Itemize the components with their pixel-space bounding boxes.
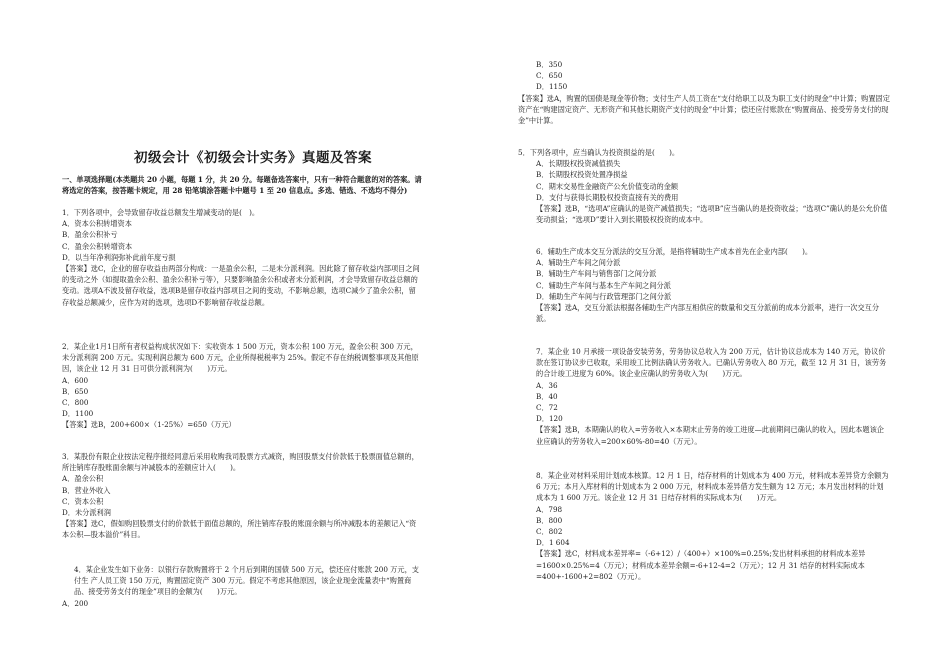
option: B．40	[536, 391, 558, 401]
question-7	[518, 346, 890, 447]
doc-title: 初级会计《初级会计实务》真题及答案	[134, 150, 372, 166]
answer: 【答案】选B，200+600×（1-25%）=650（万元）	[62, 420, 236, 430]
option: B．长期股权投资处置净损益	[536, 170, 628, 180]
answer: 【答案】选C，企业的留存收益由两部分构成：一是盈余公积，二是未分派利润。因此除了留存收益内部项目之间的变动之外（如提取盈余公积、盈余公积补亏等），只要影响盈余公积或者未分派利润，才会导致留存收益总额的变动。选项A不波及留存收益，选项B是留存收益内部项目之间的变动，不影响总额，选项C减少了盈余公积，留存收益总额减少，应作为对的选项，选项D不影响留存收益总额。	[62, 264, 420, 307]
option: C．802	[536, 527, 563, 537]
option: A．辅助生产车间之间分派	[536, 258, 621, 268]
option: B．辅助生产车间与销售部门之间分派	[536, 269, 657, 279]
option: B．350	[536, 60, 563, 69]
option: C．资本公积	[62, 496, 104, 506]
option: D．1100	[62, 409, 94, 419]
question-stem: 8．某企业对材料采用计划成本核算。12 月 1 日，结存材料的计划成本为 400 万元，材料成本差异贷方余额为 6 万元；本月入库材料的计划成本为 2 000 万元，材料成本差异借方发生额为 12 万元；本月发出材料的计划成本为 1 600 万元。该企业 12 月 31 日结存材料的实际成本为( )万元。	[536, 471, 889, 503]
option: A．盈余公积	[62, 474, 104, 484]
option: A．资本公积转增资本	[62, 219, 132, 229]
option: B．650	[62, 386, 89, 396]
answer: 【答案】选C，假如购回股票支付的价款低于面值总额的，所注销库存股的账面余额与所冲减股本的差额记入“资本公积—股本溢价”科目。	[62, 519, 417, 540]
option: C．72	[536, 403, 558, 413]
answer: 【答案】选C，材料成本差异率=（-6+12）/（400+）×100%=0.25%;发出材料承担的材料成本差异=1600×0.25%=4（万元）；材料成本差异余额=-6+12-4=2（万元）；12 月 31 结存的材料实际成本=400+-1600+2=802（万元）。	[536, 549, 866, 581]
question-stem: 4．某企业发生如下业务：以银行存款购置将于 2 个月后到期的国债 500 万元，偿还应付账款 200 万元，支付生 产人员工资 150 万元，购置固定资产 300 万元。假定不考虑其他原因，该企业现金流量表中“购置商品、接受劳务支付的现金”项目的金额为( )万元。	[74, 565, 419, 597]
option: A．36	[536, 380, 558, 390]
option: A．600	[62, 375, 89, 385]
question-5	[518, 147, 890, 225]
option: C．盈余公积转增资本	[62, 241, 133, 251]
option: C．辅助生产车间与基本生产车间之间分派	[536, 280, 671, 290]
section-heading: 一、单项选择题(本类题共 20 小题，每题 1 分，共 20 分。每题备选答案中，只有一种符合题意的对的答案。请将选定的答案，按答题卡规定，用 28 铅笔填涂答题卡中题号 1 至 20 信息点。多选、错选、不选均不得分)	[62, 175, 422, 196]
question-stem: 2．某企业1月1日所有者权益构成状况如下：实收资本 1 500 万元，资本公积 100 万元，盈余公积 300 万元，未分派利润 200 万元。实现利润总额为 600 万元，企业所得税税率为 25%。假定不存在纳税调整事项及其他原因，该企业 12 月 31 日可供分派利润为( )万元。	[62, 342, 419, 374]
question-stem: 3．某股份有限企业按法定程序报经同意后采用收购我司股票方式减资，购回股票支付价款低于股票面值总额的，所注销库存股账面余额与冲减股本的差额应计入( )。	[62, 452, 419, 473]
question-stem: 1．下列各项中，会导致留存收益总额发生增减变动的是( )。	[62, 208, 260, 217]
answer: 【答案】选B，“选项A”应确认的是资产减值损失；“选项B”应当确认的是投资收益；“选项C”确认的是公允价值变动损益；“选项D”要计入到长期股权投资的成本中。	[536, 204, 888, 225]
option: A．200	[62, 598, 89, 608]
answer: 【答案】选A，交互分派法根据各辅助生产内部互相供应的数量和交互分派前的成本分派率，进行一次交互分派。	[536, 303, 880, 324]
question-1	[62, 207, 422, 308]
question-8	[518, 470, 890, 582]
question-2	[62, 341, 422, 431]
question-stem: 7．某企业 10 月承接一项设备安装劳务，劳务协议总收入为 200 万元，估计协议总成本为 140 万元，协议价款在签订协议步已收取，采用竣工比例法确认劳务收入。已确认劳务收入 80 万元，截至 12 月 31 日，该劳务的合计竣工进度为 60%。该企业应确认的劳务收入为( )万元。	[536, 347, 887, 379]
question-3	[62, 451, 422, 541]
option: A．798	[536, 504, 563, 514]
option: A．长期股权投资减值损失	[536, 159, 621, 169]
option: D．以当年净利润弥补此前年度亏损	[62, 252, 176, 262]
option: B．800	[536, 515, 563, 525]
question-4	[62, 564, 422, 609]
question-stem: 6．辅助生产成本交互分派法的交互分派，是指将辅助生产成本首先在企业内部( )。	[536, 247, 813, 256]
option: C．800	[62, 398, 89, 408]
option: C．650	[536, 71, 563, 81]
answer: 【答案】选B，本期确认的收入=劳务收入×本期末止劳务的竣工进度—此前期间已确认的收入，因此本题该企业应确认的劳务收入=200×60%-80=40（万元）。	[536, 425, 884, 446]
question-4-continued	[518, 59, 890, 126]
option: D．120	[536, 414, 563, 424]
option: D．1150	[536, 82, 568, 92]
option: D．支付与获得长期股权投资直接有关的费用	[536, 192, 679, 202]
option: B．营业外收入	[62, 485, 111, 495]
question-6	[518, 246, 890, 324]
option: D．1 604	[536, 538, 570, 548]
answer: 【答案】选A，购置的国债是现金等价物；支付生产人员工资在“支付给职工以及为职工支付的现金”中计算；购置固定资产在“购建固定资产、无形资产和其他长期资产支付的现金”中计算；偿还应付账款在“购置商品、接受劳务支付的现金”中计算。	[518, 93, 890, 126]
option: C．期末交易性金融资产公允价值变动的金额	[536, 181, 679, 191]
option: D．未分派利润	[62, 508, 111, 518]
option: B．盈余公积补亏	[62, 230, 118, 240]
question-stem: 5．下列各项中，应当确认为投资损益的是( )。	[518, 148, 680, 157]
option: D．辅助生产车间与行政管理部门之间分派	[536, 291, 672, 301]
